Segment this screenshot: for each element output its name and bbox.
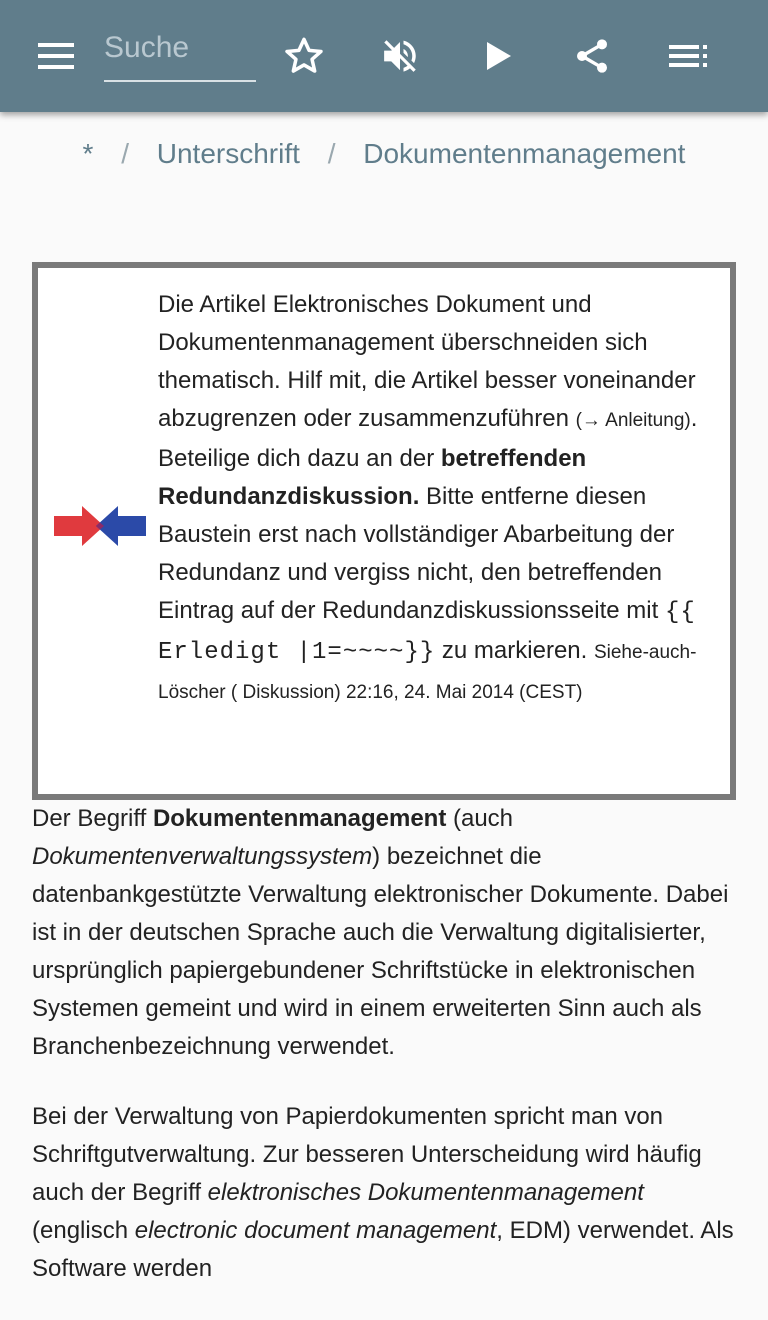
share-icon [572, 35, 612, 77]
search-input[interactable] [104, 26, 256, 70]
breadcrumb-root[interactable]: * [82, 138, 94, 169]
term: elektronisches Dokumentenmanagement [207, 1179, 644, 1206]
app-bar [0, 0, 768, 112]
text: (englisch [32, 1217, 135, 1244]
synonym: Dokumentenverwaltungssystem [32, 843, 373, 870]
notice-text [158, 286, 728, 712]
guide-link[interactable]: (→ Anleitung) [575, 410, 691, 431]
star-icon [283, 35, 325, 77]
text: ) bezeichnet die datenbankgestützte Verwaltung elektronischer Dokumente. Dabei ist in der deutschen Sprache auch die Verwaltung digitalisierter, ursprünglich papiergebundener Schriftstücke in elektronischen Systemen gemeint und wird in einem erweiterten Sinn auch als Branchenbezeichnung verwendet. [32, 843, 729, 1060]
notice-text-part: zu markieren. [435, 637, 594, 664]
breadcrumb-separator: / [121, 138, 129, 169]
mute-button[interactable] [368, 24, 432, 88]
article-body [32, 800, 736, 1320]
breadcrumb [0, 138, 768, 170]
notice-text-part: Bitte entferne diesen Baustein erst nach vollständiger Abarbeitung der Redundanz und vergiss nicht, den betreffenden Eintrag auf der Redundanzdiskussionsseite mit [158, 483, 675, 624]
paragraph [32, 800, 736, 1066]
breadcrumb-item-unterschrift[interactable]: Unterschrift [156, 138, 300, 169]
redundancy-notice-box [32, 262, 736, 800]
search-field[interactable] [104, 26, 256, 82]
menu-button[interactable] [24, 24, 88, 88]
notice-text-part: Die Artikel Elektronisches Dokument und Dokumentenmanagement überschneiden sich thematisch. Hilf mit, die Artikel besser voneinander abzugrenzen oder zusammenzuführen [158, 291, 696, 432]
done-template-code: {{ Erledigt |1=~~~~}} [158, 599, 696, 666]
notice-text-part: . Beteilige dich dazu an der [158, 405, 698, 472]
term: electronic document management [134, 1217, 497, 1244]
text: , EDM) verwendet. Als Software werden [32, 1217, 734, 1282]
paragraph [32, 1098, 736, 1288]
bookmark-button[interactable] [272, 24, 336, 88]
redundancy-discussion-link[interactable]: betreffenden Redundanzdiskussion. [158, 445, 587, 510]
redundancy-arrows-icon [54, 504, 146, 548]
list-icon [669, 44, 707, 68]
text: Bei der Verwaltung von Papierdokumenten spricht man von Schriftgutverwaltung. Zur besseren Unterscheidung wird häufig auch der Begriff [32, 1103, 702, 1206]
volume-off-icon [379, 35, 421, 77]
share-button[interactable] [560, 24, 624, 88]
text: (auch [446, 805, 514, 832]
breadcrumb-separator: / [327, 138, 336, 169]
breadcrumb-item-dokumentenmanagement[interactable]: Dokumentenmanagement [363, 138, 686, 169]
text: Der Begriff [32, 805, 153, 832]
lemma: Dokumentenmanagement [152, 805, 447, 832]
play-button[interactable] [466, 24, 530, 88]
table-of-contents-button[interactable] [656, 24, 720, 88]
hamburger-menu-icon [38, 43, 74, 69]
play-icon [483, 40, 513, 72]
notice-signature[interactable]: Siehe-auch-Löscher ( Diskussion) 22:16, 24. Mai 2014 (CEST) [158, 642, 697, 703]
